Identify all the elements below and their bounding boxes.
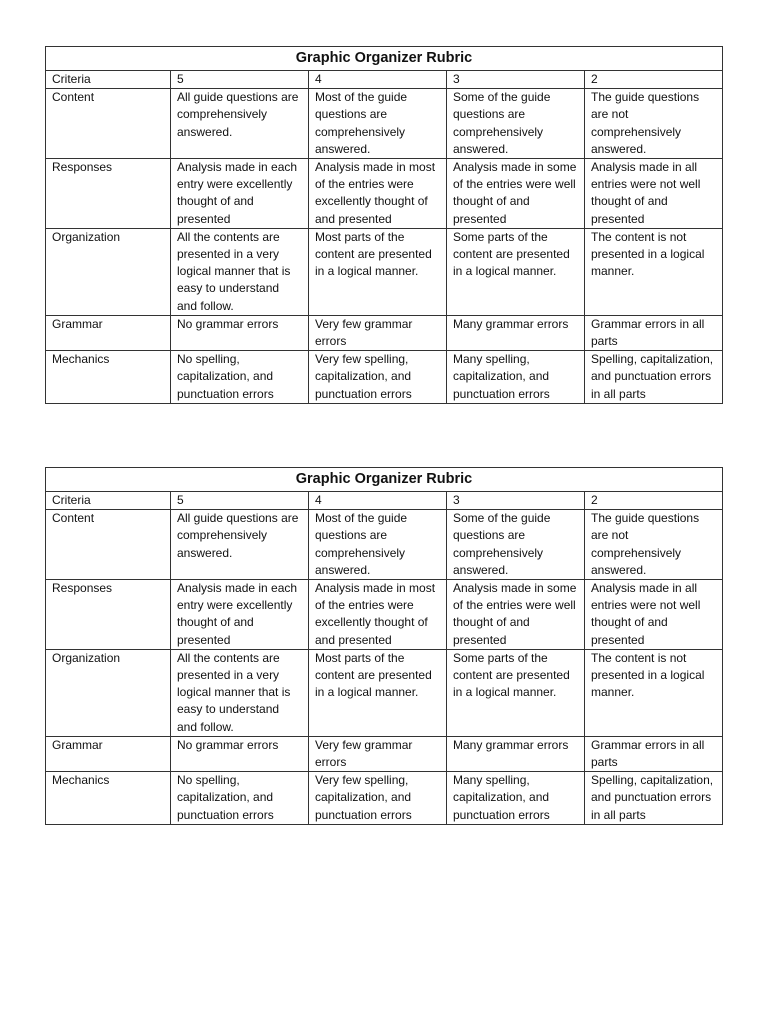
criterion-mechanics: Mechanics [46, 351, 171, 404]
descriptor-cell: Very few grammar errors [309, 736, 447, 771]
descriptor-cell: Some of the guide questions are comprehensively answered. [447, 89, 585, 159]
header-criteria: Criteria [46, 492, 171, 510]
header-score-5: 5 [171, 492, 309, 510]
descriptor-cell: Most of the guide questions are comprehensively answered. [309, 510, 447, 580]
descriptor-cell: Analysis made in all entries were not well thought of and presented [585, 159, 723, 229]
descriptor-cell: Spelling, capitalization, and punctuation errors in all parts [585, 772, 723, 825]
table-row [46, 772, 723, 825]
descriptor-cell: The content is not presented in a logical manner. [585, 649, 723, 736]
descriptor-cell: Some of the guide questions are comprehensively answered. [447, 510, 585, 580]
table-row [46, 228, 723, 315]
criterion-organization: Organization [46, 228, 171, 315]
rubric-title: Graphic Organizer Rubric [46, 468, 723, 492]
header-score-4: 4 [309, 492, 447, 510]
descriptor-cell: No grammar errors [171, 315, 309, 350]
criterion-organization: Organization [46, 649, 171, 736]
header-score-5: 5 [171, 71, 309, 89]
header-score-2: 2 [585, 492, 723, 510]
descriptor-cell: Analysis made in each entry were excellently thought of and presented [171, 580, 309, 650]
descriptor-cell: Most of the guide questions are comprehensively answered. [309, 89, 447, 159]
criterion-responses: Responses [46, 580, 171, 650]
table-row [46, 89, 723, 159]
descriptor-cell: The guide questions are not comprehensively answered. [585, 89, 723, 159]
descriptor-cell: Many grammar errors [447, 736, 585, 771]
rubric-title-row [46, 468, 723, 492]
descriptor-cell: Most parts of the content are presented in a logical manner. [309, 649, 447, 736]
criterion-mechanics: Mechanics [46, 772, 171, 825]
header-score-3: 3 [447, 492, 585, 510]
rubric-header-row [46, 71, 723, 89]
header-score-3: 3 [447, 71, 585, 89]
descriptor-cell: All the contents are presented in a very logical manner that is easy to understand and follow. [171, 649, 309, 736]
descriptor-cell: Very few spelling, capitalization, and punctuation errors [309, 351, 447, 404]
descriptor-cell: Grammar errors in all parts [585, 315, 723, 350]
descriptor-cell: Analysis made in some of the entries were well thought of and presented [447, 580, 585, 650]
descriptor-cell: No spelling, capitalization, and punctuation errors [171, 772, 309, 825]
descriptor-cell: Most parts of the content are presented in a logical manner. [309, 228, 447, 315]
descriptor-cell: Many spelling, capitalization, and punctuation errors [447, 351, 585, 404]
descriptor-cell: Grammar errors in all parts [585, 736, 723, 771]
descriptor-cell: All the contents are presented in a very logical manner that is easy to understand and follow. [171, 228, 309, 315]
criterion-grammar: Grammar [46, 736, 171, 771]
descriptor-cell: The guide questions are not comprehensively answered. [585, 510, 723, 580]
descriptor-cell: All guide questions are comprehensively answered. [171, 89, 309, 159]
table-row [46, 159, 723, 229]
descriptor-cell: Many grammar errors [447, 315, 585, 350]
header-score-2: 2 [585, 71, 723, 89]
descriptor-cell: Very few grammar errors [309, 315, 447, 350]
descriptor-cell: Analysis made in most of the entries were excellently thought of and presented [309, 159, 447, 229]
criterion-responses: Responses [46, 159, 171, 229]
table-row [46, 351, 723, 404]
descriptor-cell: Analysis made in each entry were excellently thought of and presented [171, 159, 309, 229]
descriptor-cell: The content is not presented in a logical manner. [585, 228, 723, 315]
descriptor-cell: No grammar errors [171, 736, 309, 771]
table-row [46, 580, 723, 650]
descriptor-cell: Analysis made in some of the entries were well thought of and presented [447, 159, 585, 229]
header-criteria: Criteria [46, 71, 171, 89]
criterion-grammar: Grammar [46, 315, 171, 350]
rubric-title: Graphic Organizer Rubric [46, 47, 723, 71]
descriptor-cell: Some parts of the content are presented in a logical manner. [447, 228, 585, 315]
descriptor-cell: All guide questions are comprehensively answered. [171, 510, 309, 580]
table-row [46, 510, 723, 580]
rubric-title-row [46, 47, 723, 71]
table-row [46, 736, 723, 771]
rubric-table-2 [45, 467, 723, 825]
table-row [46, 315, 723, 350]
descriptor-cell: Spelling, capitalization, and punctuation errors in all parts [585, 351, 723, 404]
criterion-content: Content [46, 510, 171, 580]
table-row [46, 649, 723, 736]
descriptor-cell: No spelling, capitalization, and punctuation errors [171, 351, 309, 404]
descriptor-cell: Analysis made in all entries were not well thought of and presented [585, 580, 723, 650]
rubric-header-row [46, 492, 723, 510]
descriptor-cell: Many spelling, capitalization, and punctuation errors [447, 772, 585, 825]
descriptor-cell: Some parts of the content are presented in a logical manner. [447, 649, 585, 736]
descriptor-cell: Very few spelling, capitalization, and punctuation errors [309, 772, 447, 825]
header-score-4: 4 [309, 71, 447, 89]
descriptor-cell: Analysis made in most of the entries were excellently thought of and presented [309, 580, 447, 650]
criterion-content: Content [46, 89, 171, 159]
rubric-table-1 [45, 46, 723, 404]
